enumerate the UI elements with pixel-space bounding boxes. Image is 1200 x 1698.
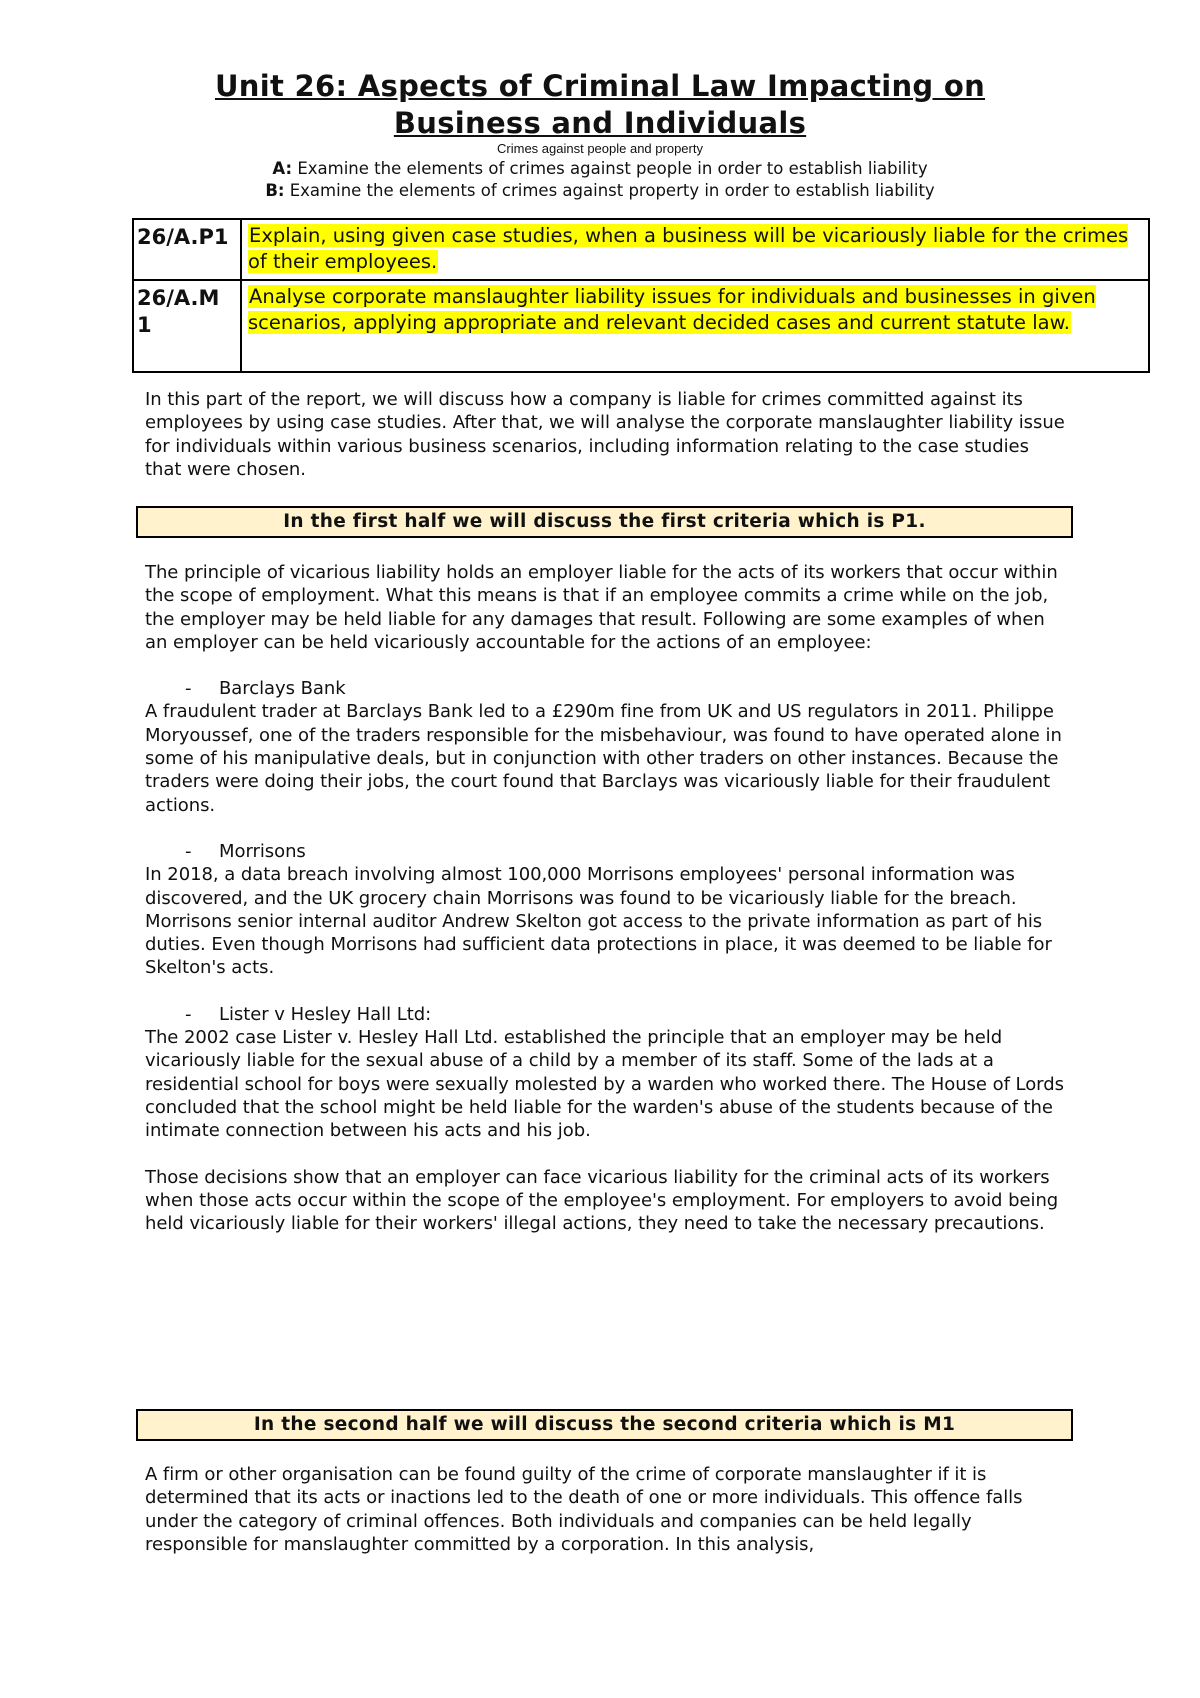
case-heading-text: Morrisons: [219, 840, 306, 862]
aim-a: [140, 158, 1060, 180]
criteria-code: 26/A.M 1: [133, 280, 241, 372]
bullet-dash: -: [185, 678, 192, 700]
case-heading-text: Barclays Bank: [219, 678, 346, 700]
p1-section: [145, 561, 1065, 1235]
case-heading-text: Lister v Hesley Hall Ltd:: [219, 1003, 432, 1025]
aim-a-label: A:: [272, 159, 293, 178]
p1-conclusion-paragraph: Those decisions show that an employer can face vicarious liability for the criminal acts of its workers when those acts occur within the scope of the employee's employment. For employers to avoid being held vicariously liable for their workers' illegal actions, they need to take the necessary precautions.: [145, 1166, 1059, 1235]
bullet-dash: -: [185, 840, 192, 862]
bullet-dash: -: [185, 1003, 192, 1025]
aim-b-label: B:: [265, 181, 285, 200]
section-banner-m1: In the second half we will discuss the second criteria which is M1: [136, 1409, 1073, 1441]
case-paragraph: A fraudulent trader at Barclays Bank led to a £290m fine from UK and US regulators in 2011. Philippe Moryoussef, one of the traders responsible for the misbehaviour, was found to have operated alone in some of his manipulative deals, but in conjunction with other traders on other instances. Because the traders were doing their jobs, the court found that Barclays was vicariously liable for their fraudulent actions.: [145, 701, 1062, 816]
m1-intro-paragraph: A firm or other organisation can be found guilty of the crime of corporate manslaughter if it is determined that its acts or inactions led to the death of one or more individuals. This offence falls under the category of criminal offences. Both individuals and companies can be held legally responsible for manslaughter committed by a corporation. In this analysis,: [145, 1464, 1023, 1555]
criteria-row: [133, 280, 1149, 372]
case-heading: [145, 840, 1065, 863]
criteria-description-highlight: Analyse corporate manslaughter liability issues for individuals and businesses in given scenarios, applying appropriate and relevant decided cases and current statute law.: [248, 285, 1096, 334]
title-line-1: Unit 26: Aspects of Criminal Law Impacting on: [214, 69, 986, 103]
intro-paragraph: In this part of the report, we will discuss how a company is liable for crimes committed against its employees by using case studies. After that, we will analyse the corporate manslaughter liability issue for individuals within various business scenarios, including information relating to the case studies that were chosen.: [145, 389, 1065, 480]
title-line-2: Business and Individuals: [393, 106, 807, 140]
criteria-description: [241, 280, 1149, 372]
document-subtitle: Crimes against people and property: [497, 141, 703, 156]
case-heading: [145, 1003, 1065, 1026]
criteria-description-highlight: Explain, using given case studies, when a business will be vicariously liable for the crimes of their employees.: [248, 224, 1129, 273]
p1-intro-paragraph: The principle of vicarious liability holds an employer liable for the acts of its workers that occur within the scope of employment. What this means is that if an employee commits a crime while on the job, the employer may be held liable for any damages that result. Following are some examples of when an employer can be held vicariously accountable for the actions of an employee:: [145, 562, 1058, 653]
document-title: [140, 68, 1060, 142]
aim-b-text: Examine the elements of crimes against property in order to establish liability: [284, 181, 935, 200]
case-heading: [145, 677, 1065, 700]
case-paragraph: The 2002 case Lister v. Hesley Hall Ltd. established the principle that an employer may be held vicariously liable for the sexual abuse of a child by a member of its staff. Some of the lads at a residential school for boys were sexually molested by a warden who worked there. The House of Lords concluded that the school might be held liable for the warden's abuse of the students because of the intimate connection between his acts and his job.: [145, 1027, 1064, 1142]
aim-b: [140, 180, 1060, 202]
criteria-table: [132, 218, 1150, 373]
criteria-code: 26/A.P1: [133, 219, 241, 280]
aim-a-text: Examine the elements of crimes against people in order to establish liability: [292, 159, 928, 178]
criteria-row: [133, 219, 1149, 280]
case-paragraph: In 2018, a data breach involving almost 100,000 Morrisons employees' personal information was discovered, and the UK grocery chain Morrisons was found to be vicariously liable for the breach. Morrisons senior internal auditor Andrew Skelton got access to the private information as part of his duties. Even though Morrisons had sufficient data protections in place, it was deemed to be liable for Skelton's acts.: [145, 864, 1052, 979]
criteria-description: [241, 219, 1149, 280]
section-banner-p1: In the first half we will discuss the first criteria which is P1.: [136, 506, 1073, 538]
